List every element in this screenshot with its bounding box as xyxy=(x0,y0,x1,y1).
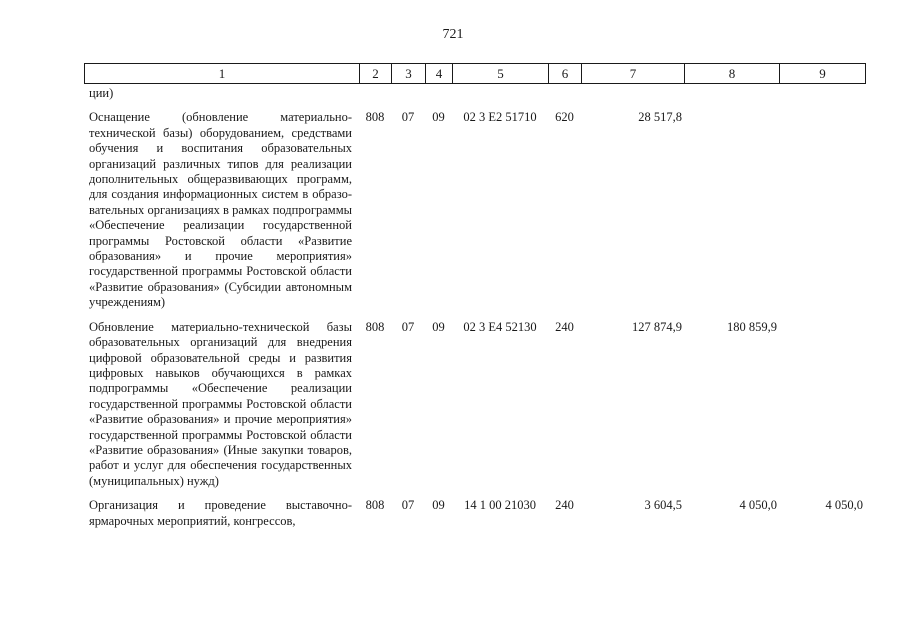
row-name: Оснащение (обновление материально-технической базы) оборудованием, средствами обучения и воспитания образовательных организаций различных типов для реализации дополнительных общеразвивающих программ, для создания информационных систем в образовательных организациях в рамках подпрограммы «Обеспечение реализации государственной программы Ростовской области «Развитие образования» и прочие мероприятия» государственной программы Ростовской области «Развитие образования» (Субсидии автономным учреждениям) xyxy=(89,110,352,310)
column-header-3: 3 xyxy=(392,64,426,84)
row-name: Организация и проведение выставочно-ярмарочных мероприятий, конгрессов, xyxy=(89,498,352,528)
row-section-code: 07 xyxy=(401,110,415,125)
column-header-8: 8 xyxy=(685,64,780,84)
row-target-article: 14 1 00 21030 xyxy=(464,498,536,513)
table-row xyxy=(84,493,865,529)
column-header-1: 1 xyxy=(85,64,360,84)
row-subsection-code: 09 xyxy=(432,110,445,125)
row-amount-col7: 3 604,5 xyxy=(644,498,682,513)
column-header-9: 9 xyxy=(780,64,866,84)
row-ministry-code: 808 xyxy=(365,110,385,125)
continuation-text: ции) xyxy=(89,86,114,100)
row-amount-col7: 127 874,9 xyxy=(632,319,682,334)
column-header-2: 2 xyxy=(360,64,392,84)
row-amount-col8: 4 050,0 xyxy=(739,498,777,513)
row-section-code: 07 xyxy=(401,319,415,334)
row-subsection-code: 09 xyxy=(432,498,445,513)
row-expense-type: 620 xyxy=(555,110,574,125)
row-section-code: 07 xyxy=(401,498,415,513)
column-header-4: 4 xyxy=(426,64,453,84)
row-amount-col8: 180 859,9 xyxy=(727,319,777,334)
budget-table xyxy=(84,86,865,529)
row-ministry-code: 808 xyxy=(365,319,385,334)
column-header-6: 6 xyxy=(549,64,582,84)
row-amount-col9 xyxy=(779,105,865,314)
row-amount-col9: 4 050,0 xyxy=(825,498,863,513)
page-number: 721 xyxy=(442,27,464,42)
column-header-row xyxy=(85,64,866,84)
row-amount-col7: 28 517,8 xyxy=(638,110,682,125)
column-header-7: 7 xyxy=(582,64,685,84)
continuation-row xyxy=(84,86,865,105)
row-ministry-code: 808 xyxy=(365,498,385,513)
row-name: Обновление материально-технической базы образовательных организаций для внедрения цифровой образовательной среды и развития цифровых навыков обучающихся в рамках подпрограммы «Обеспечение реализации государственной программы Ростовской области «Развитие образования» и прочие мероприятия» государственной программы Ростовской области «Развитие образования» (Иные закупки товаров, работ и услуг для обеспечения государственных (муниципальных) нужд) xyxy=(89,319,352,488)
row-target-article: 02 3 Е2 51710 xyxy=(463,110,537,125)
row-expense-type: 240 xyxy=(555,319,574,334)
row-target-article: 02 3 Е4 52130 xyxy=(463,319,537,334)
column-header-5: 5 xyxy=(453,64,549,84)
row-amount-col9 xyxy=(779,315,865,493)
table-row xyxy=(84,105,865,314)
table-row xyxy=(84,315,865,493)
column-header-table xyxy=(84,63,866,84)
row-subsection-code: 09 xyxy=(432,319,445,334)
row-amount-col8 xyxy=(684,105,779,314)
row-expense-type: 240 xyxy=(555,498,574,513)
